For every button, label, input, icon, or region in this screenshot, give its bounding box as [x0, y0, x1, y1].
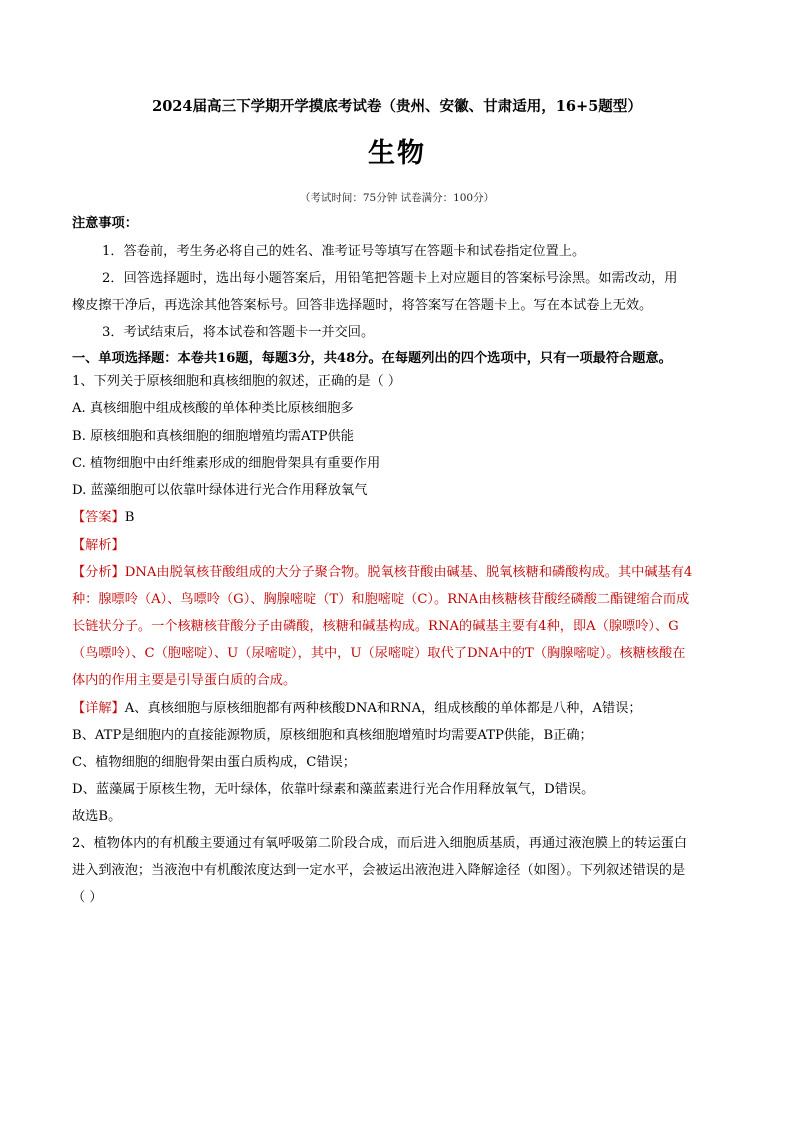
question-1-stem: 1、下列关于原核细胞和真核细胞的叙述，正确的是（ ） — [72, 374, 402, 389]
fenxi-tag: 【分析】 — [72, 565, 125, 580]
question-2-stem-line-1: 2、植物体内的有机酸主要通过有氧呼吸第二阶段合成，而后进入细胞质基质，再通过液泡膜上的转运蛋白 — [72, 836, 688, 851]
analysis-fenxi-line-2: 种：腺嘌呤（A）、鸟嘌呤（G）、胸腺嘧啶（T）和胞嘧啶（C）。RNA由核糖核苷酸经磷酸二酯键缩合而成 — [72, 592, 690, 607]
question-1-option-c: C. 植物细胞中由纤维素形成的细胞骨架具有重要作用 — [72, 456, 381, 471]
fenxi-text-1: DNA由脱氧核苷酸组成的大分子聚合物。脱氧核苷酸由碱基、脱氧核糖和磷酸构成。其中碱基有4 — [124, 565, 693, 580]
notes-item-2-line-2: 橡皮擦干净后，再选涂其他答案标号。回答非选择题时，将答案写在答题卡上。写在本试卷上无效。 — [72, 298, 653, 313]
subject-title: 生物 — [368, 138, 426, 169]
notes-item-1: 1．答卷前，考生务必将自己的姓名、准考证号等填写在答题卡和试卷指定位置上。 — [102, 244, 586, 259]
question-2-stem-line-2: 进入到液泡；当液泡中有机酸浓度达到一定水平，会被运出液泡进入降解途径（如图）。下列叙述错误的是 — [72, 863, 686, 878]
question-1-option-a: A. 真核细胞中组成核酸的单体种类比原核细胞多 — [72, 401, 354, 416]
analysis-fenxi-line-3: 长链状分子。一个核糖核苷酸分子由磷酸，核糖和碱基构成。RNA的碱基主要有4种，即A（腺嘌呤）、G — [72, 619, 679, 634]
notes-heading: 注意事项： — [72, 216, 138, 231]
exam-title: 2024届高三下学期开学摸底考试卷（贵州、安徽、甘肃适用，16+5题型） — [152, 98, 642, 115]
detail-line-1 — [72, 700, 642, 718]
answer-value: B — [124, 510, 135, 525]
question-1-option-d: D. 蓝藻细胞可以依靠叶绿体进行光合作用释放氧气 — [72, 483, 368, 498]
detail-line-4: D、蓝藻属于原核生物，无叶绿体，依靠叶绿素和藻蓝素进行光合作用释放氧气，D错误。 — [72, 782, 595, 797]
detail-line-3: C、植物细胞的细胞骨架由蛋白质构成，C错误； — [72, 755, 356, 770]
analysis-tag: 【解析】 — [72, 538, 125, 553]
xiangjie-text-1: A、真核细胞与原核细胞都有两种核酸DNA和RNA，组成核酸的单体都是八种，A错误； — [124, 701, 642, 716]
question-1-option-b: B. 原核细胞和真核细胞的细胞增殖均需ATP供能 — [72, 429, 354, 444]
question-2-stem-line-3: （ ） — [72, 890, 103, 905]
question-1-answer — [72, 509, 134, 527]
exam-time-info: （考试时间：75分钟 试卷满分：100分） — [299, 192, 495, 204]
analysis-fenxi-line-5: 体内的作用主要是引导蛋白质的合成。 — [72, 673, 297, 688]
detail-line-2: B、ATP是细胞内的直接能源物质，原核细胞和真核细胞增殖时均需要ATP供能，B正确； — [72, 728, 593, 743]
analysis-fenxi-line-4: （鸟嘌呤）、C（胞嘧啶）、U（尿嘧啶），其中，U（尿嘧啶）取代了DNA中的T（胸腺嘧啶）。核糖核酸在 — [72, 646, 686, 661]
question-1-conclusion: 故选B。 — [72, 809, 122, 824]
xiangjie-tag: 【详解】 — [72, 701, 125, 716]
section-1-heading: 一、单项选择题：本卷共16题，每题3分，共48分。在每题列出的四个选项中，只有一项最符合题意。 — [72, 351, 672, 366]
answer-tag: 【答案】 — [72, 510, 125, 525]
notes-item-2-line-1: 2．回答选择题时，选出每小题答案后，用铅笔把答题卡上对应题目的答案标号涂黑。如需改动，用 — [102, 271, 678, 286]
notes-item-3: 3．考试结束后，将本试卷和答题卡一并交回。 — [102, 325, 375, 340]
analysis-fenxi-line-1 — [72, 564, 692, 582]
